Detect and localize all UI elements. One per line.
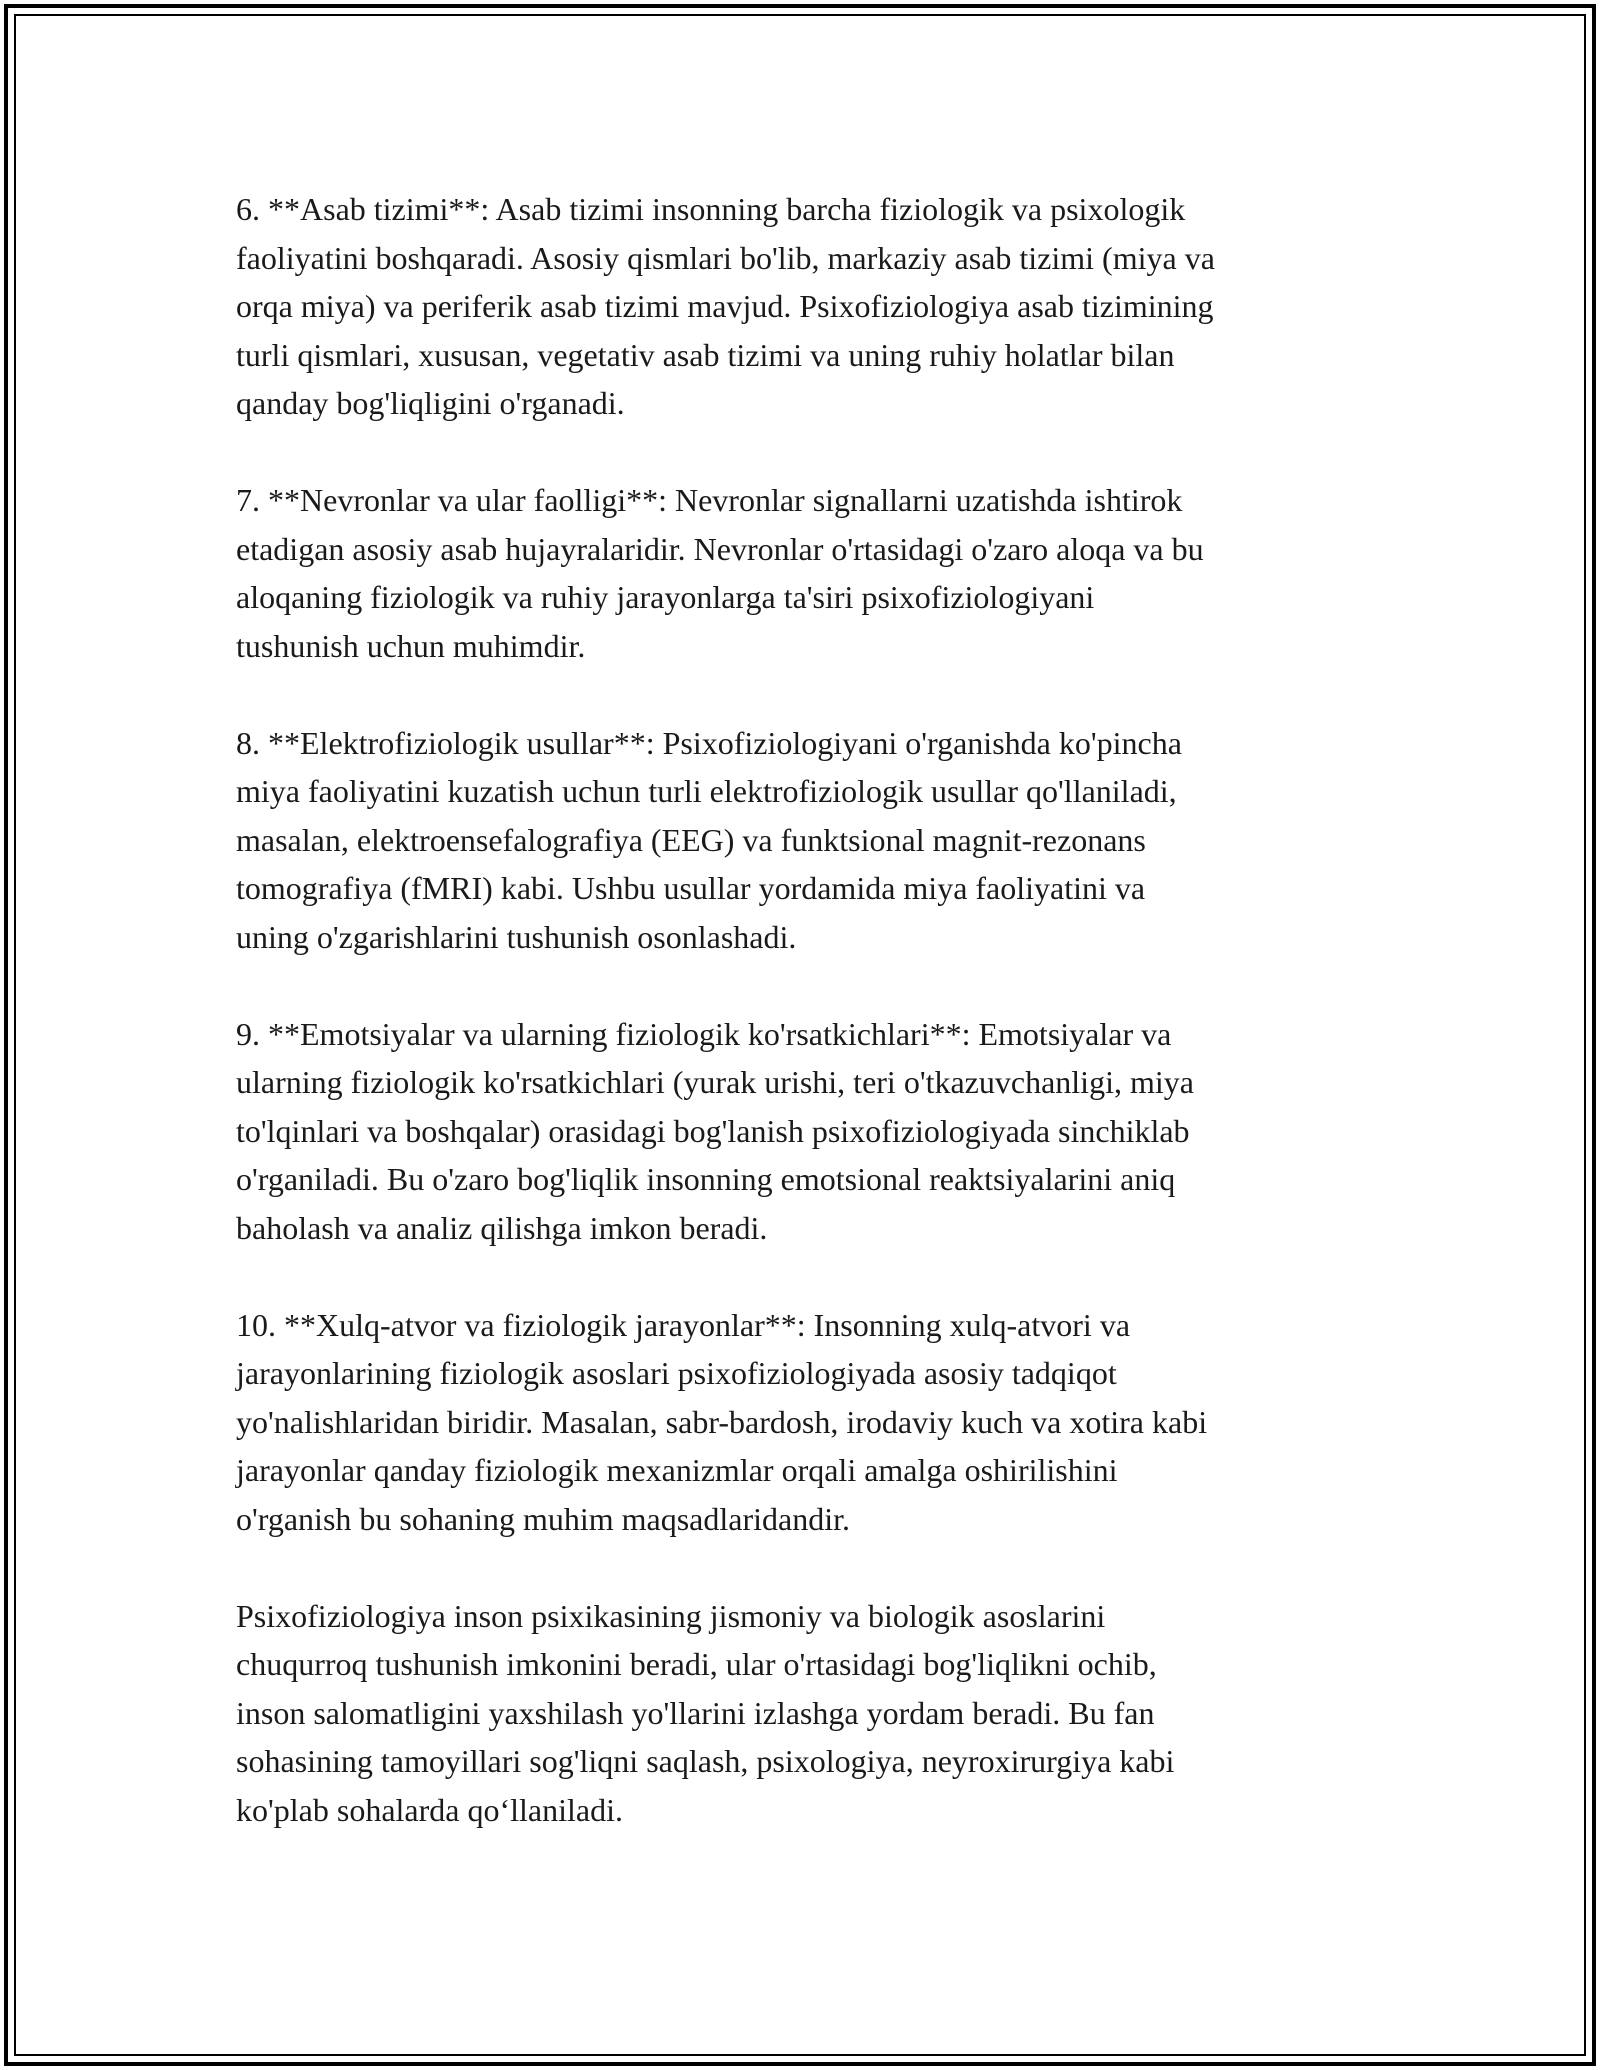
paragraph-xulq-atvor: 10. **Xulq-atvor va fiziologik jarayonlar**: Insonning xulq-atvori va jarayonlarining fiziologik asoslari psixofiziologiyada asosiy tadqiqot yo'nalishlaridan biridir. Masalan, sabr-bardosh, irodaviy kuch va xotira kabi jarayonlar qanday fiziologik mexanizmlar orqali amalga oshirilishini o'rganish bu sohaning muhim maqsadlaridandir. xyxy=(236,1306,1208,1537)
paragraph-conclusion: Psixofiziologiya inson psixikasining jismoniy va biologik asoslarini chuqurroq tushunish imkonini beradi, ular o'rtasidagi bog'liqlikni ochib, inson salomatligini yaxshilash yo'llarini izlashga yordam beradi. Bu fan sohasining tamoyillari sog'liqni saqlash, psixologiya, neyroxirurgiya kabi ko'plab sohalarda qo‘llaniladi. xyxy=(236,1597,1175,1828)
document-body xyxy=(236,185,1386,1883)
paragraph-nevronlar: 7. **Nevronlar va ular faolligi**: Nevronlar signallarni uzatishda ishtirok etadigan asosiy asab hujayralaridir. Nevronlar o'rtasidagi o'zaro aloqa va bu aloqaning fiziologik va ruhiy jarayonlarga ta'siri psixofiziologiyani tushunish uchun muhimdir. xyxy=(236,482,1204,664)
paragraph-asab-tizimi: 6. **Asab tizimi**: Asab tizimi insonning barcha fiziologik va psixologik faoliyatini boshqaradi. Asosiy qismlari bo'lib, markaziy asab tizimi (miya va orqa miya) va periferik asab tizimi mavjud. Psixofiziologiya asab tizimining turli qismlari, xususan, vegetativ asab tizimi va uning ruhiy holatlar bilan qanday bog'liqligini o'rganadi. xyxy=(236,191,1215,421)
paragraph-elektrofiziologik-usullar: 8. **Elektrofiziologik usullar**: Psixofiziologiyani o'rganishda ko'pincha miya faoliyatini kuzatish uchun turli elektrofiziologik usullar qo'llaniladi, masalan, elektroensefalografiya (EEG) va funktsional magnit-rezonans tomografiya (fMRI) kabi. Ushbu usullar yordamida miya faoliyatini va uning o'zgarishlarini tushunish osonlashadi. xyxy=(236,724,1182,955)
paragraph-emotsiyalar: 9. **Emotsiyalar va ularning fiziologik ko'rsatkichlari**: Emotsiyalar va ularning fiziologik ko'rsatkichlari (yurak urishi, teri o'tkazuvchanligi, miya to'lqinlari va boshqalar) orasidagi bog'lanish psixofiziologiyada sinchiklab o'rganiladi. Bu o'zaro bog'liqlik insonning emotsional reaktsiyalarini aniq baholash va analiz qilishga imkon beradi. xyxy=(236,1015,1194,1246)
